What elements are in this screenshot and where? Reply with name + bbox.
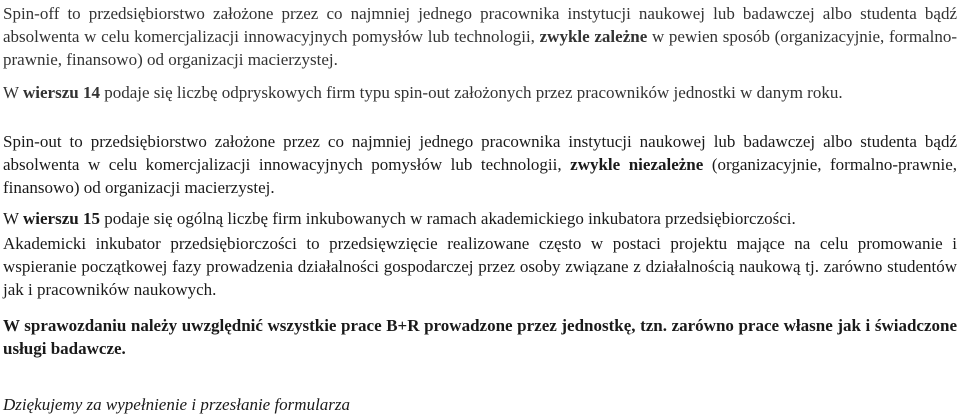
row-14-text-start: W xyxy=(3,83,23,102)
spin-off-bold-phrase: zwykle zależne xyxy=(539,27,648,46)
report-note: W sprawozdaniu należy uwzględnić wszystkie prace B+R prowadzone przez jednostkę, tzn. zarówno prace własne jak i świadczone usługi badawcze. xyxy=(3,316,957,358)
spin-off-definition xyxy=(3,2,957,71)
row-14-bold-label: wierszu 14 xyxy=(23,83,100,102)
row-15-instruction xyxy=(3,207,957,230)
row-14-text-end: podaje się liczbę odpryskowych firm typu spin-out założonych przez pracowników jednostki w danym roku. xyxy=(99,83,843,102)
spin-out-bold-phrase: zwykle niezależne xyxy=(570,155,704,174)
row-15-text-end: podaje się ogólną liczbę firm inkubowanych w ramach akademickiego inkubatora przedsiębiorczości. xyxy=(99,209,796,228)
spin-out-definition xyxy=(3,130,957,199)
spin-out-text-start: Spin-out to przedsiębiorstwo założone przez co najmniej jednego pracownika instytucji naukowej lub badawczej albo studenta bądź absolwenta w celu komercjalizacji innowacyjnych pomysłów lub technologii, xyxy=(3,132,957,174)
row-15-bold-label: wierszu 15 xyxy=(23,209,100,228)
row-15-text-start: W xyxy=(3,209,23,228)
spin-out-text-end: (organizacyjnie, formalno-prawnie, finansowo) od organizacji macierzystej. xyxy=(3,155,957,197)
row-14-instruction xyxy=(3,81,957,104)
incubator-definition: Akademicki inkubator przedsiębiorczości to przedsięwzięcie realizowane często w postaci projektu mające na celu promowanie i wspieranie początkowej fazy prowadzenia działalności gospodarczej przez osoby związane z działalnością naukową tj. zarówno studentów jak i pracowników naukowych. xyxy=(3,234,957,299)
spin-off-text-end: w pewien sposób (organizacyjnie, formalno-prawnie, finansowo) od organizacji macierzystej. xyxy=(3,27,957,69)
spin-off-text-start: Spin-off to przedsiębiorstwo założone przez co najmniej jednego pracownika instytucji naukowej lub badawczej albo studenta bądź absolwenta w celu komercjalizacji innowacyjnych pomysłów lub technologii, xyxy=(3,4,957,46)
thank-you-note: Dziękujemy za wypełnienie i przesłanie formularza xyxy=(3,395,351,414)
